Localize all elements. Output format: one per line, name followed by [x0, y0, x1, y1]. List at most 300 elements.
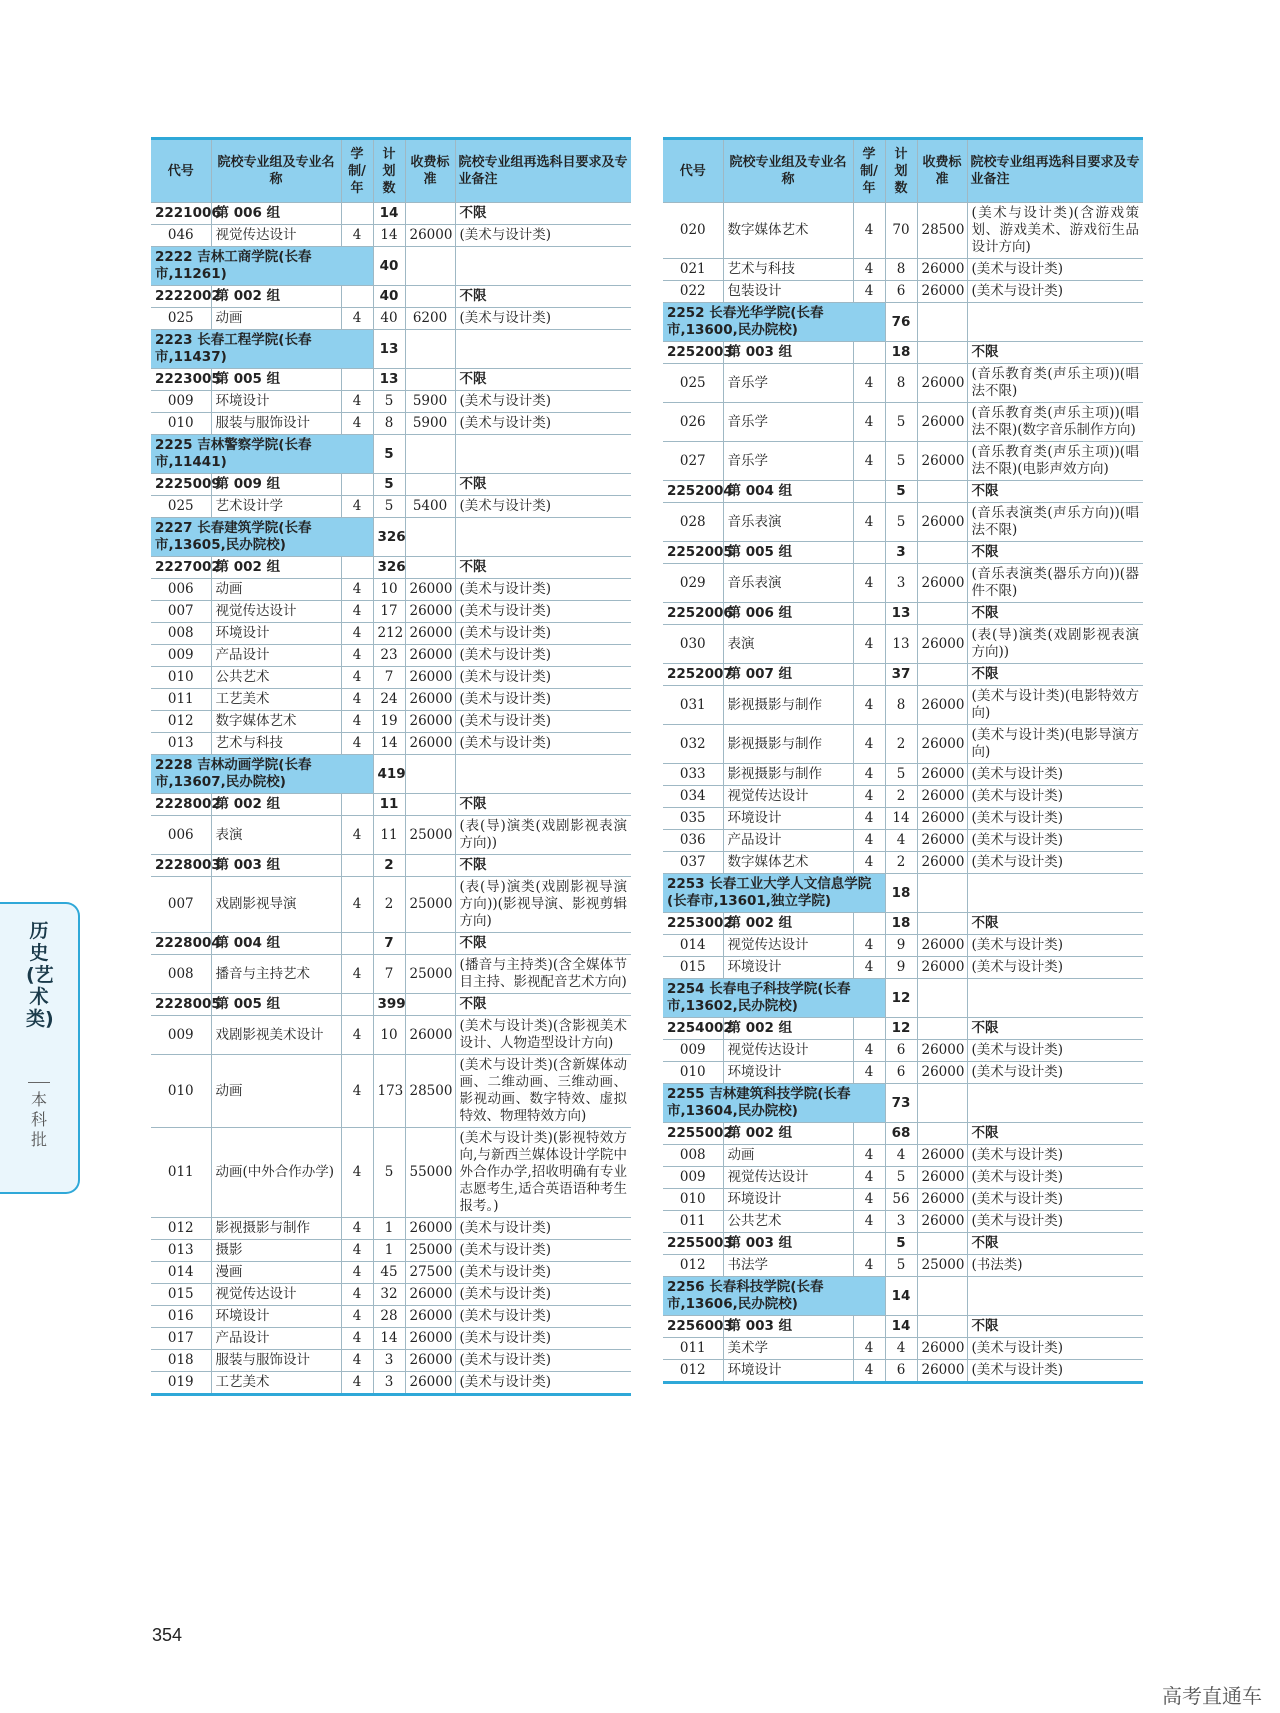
plan-count: 73	[885, 1084, 917, 1123]
plan-count: 14	[885, 1316, 917, 1338]
fee-cell	[405, 203, 455, 225]
group-code: 2256003	[663, 1316, 723, 1338]
group-row	[663, 603, 1143, 625]
requirement-text: 不限	[455, 286, 631, 308]
institution-name: 2256 长春科技学院(长春市,13606,民办院校)	[663, 1277, 885, 1316]
major-name: 环境设计	[211, 1306, 341, 1328]
plan-count: 3	[885, 564, 917, 603]
plan-count: 8	[885, 259, 917, 281]
group-code: 2221006	[151, 203, 211, 225]
plan-count: 7	[373, 933, 405, 955]
duration: 4	[341, 1284, 373, 1306]
major-name: 公共艺术	[723, 1211, 853, 1233]
fee-cell	[917, 1018, 967, 1040]
plan-count: 2	[885, 852, 917, 874]
duration-cell	[853, 1233, 885, 1255]
fee-cell	[405, 933, 455, 955]
group-row	[151, 855, 631, 877]
requirement-text: (美术与设计类)(电影导演方向)	[967, 725, 1143, 764]
requirement-text: (美术与设计类)	[455, 391, 631, 413]
requirement-text: (美术与设计类)	[455, 1218, 631, 1240]
requirement-text: 不限	[967, 1018, 1143, 1040]
major-code: 030	[663, 625, 723, 664]
tuition-fee: 26000	[405, 645, 455, 667]
group-row	[151, 794, 631, 816]
plan-count: 40	[373, 286, 405, 308]
header-requirements: 院校专业组再选科目要求及专业备注	[455, 139, 631, 203]
duration: 4	[341, 1350, 373, 1372]
header-plan: 计划数	[885, 139, 917, 203]
plan-count: 173	[373, 1055, 405, 1128]
plan-count: 9	[885, 935, 917, 957]
duration: 4	[853, 281, 885, 303]
group-code: 2252006	[663, 603, 723, 625]
table-body-right	[663, 203, 1143, 1383]
tuition-fee: 26000	[917, 364, 967, 403]
plan-count: 13	[885, 603, 917, 625]
group-code: 2228005	[151, 994, 211, 1016]
requirement-text: 不限	[967, 603, 1143, 625]
tuition-fee: 26000	[917, 808, 967, 830]
requirement-text: (美术与设计类)	[967, 830, 1143, 852]
major-row	[663, 625, 1143, 664]
header-name: 院校专业组及专业名称	[211, 139, 341, 203]
duration: 4	[341, 689, 373, 711]
requirement-text: (美术与设计类)	[967, 957, 1143, 979]
duration: 4	[853, 564, 885, 603]
requirement-text: (美术与设计类)	[455, 601, 631, 623]
major-code: 021	[663, 259, 723, 281]
duration: 4	[341, 1055, 373, 1128]
plan-count: 5	[373, 391, 405, 413]
major-row	[151, 1016, 631, 1055]
requirement-text: (美术与设计类)	[967, 1145, 1143, 1167]
group-code: 2255003	[663, 1233, 723, 1255]
group-name: 第 004 组	[723, 481, 853, 503]
duration-cell	[341, 557, 373, 579]
plan-count: 28	[373, 1306, 405, 1328]
duration-cell	[341, 794, 373, 816]
duration: 4	[341, 1240, 373, 1262]
plan-count: 8	[373, 413, 405, 435]
fee-cell	[405, 855, 455, 877]
major-code: 011	[663, 1211, 723, 1233]
tuition-fee: 26000	[917, 1189, 967, 1211]
duration: 4	[853, 764, 885, 786]
group-code: 2252007	[663, 664, 723, 686]
major-name: 表演	[211, 816, 341, 855]
fee-cell	[917, 542, 967, 564]
fee-cell	[405, 247, 455, 286]
major-row	[663, 364, 1143, 403]
duration: 4	[853, 1360, 885, 1383]
group-name: 第 002 组	[723, 913, 853, 935]
requirement-text: (美术与设计类)	[455, 1240, 631, 1262]
fee-cell	[405, 286, 455, 308]
institution-name: 2225 吉林警察学院(长春市,11441)	[151, 435, 373, 474]
major-row	[151, 413, 631, 435]
requirement-text: (美术与设计类)	[967, 1167, 1143, 1189]
group-code: 2252003	[663, 342, 723, 364]
group-name: 第 002 组	[211, 794, 341, 816]
requirement-text: (美术与设计类)	[967, 935, 1143, 957]
plan-count: 5	[885, 403, 917, 442]
tuition-fee: 26000	[405, 579, 455, 601]
group-name: 第 005 组	[211, 994, 341, 1016]
requirement-text: 不限	[967, 481, 1143, 503]
plan-count: 12	[885, 979, 917, 1018]
group-row	[663, 481, 1143, 503]
tuition-fee: 26000	[917, 935, 967, 957]
group-row	[663, 542, 1143, 564]
major-row	[663, 281, 1143, 303]
plan-count: 5	[885, 503, 917, 542]
plan-count: 12	[885, 1018, 917, 1040]
tuition-fee: 26000	[917, 786, 967, 808]
requirement-cell	[967, 1084, 1143, 1123]
major-code: 035	[663, 808, 723, 830]
group-name: 第 003 组	[723, 1316, 853, 1338]
group-row	[151, 994, 631, 1016]
major-code: 006	[151, 579, 211, 601]
major-code: 007	[151, 601, 211, 623]
duration: 4	[341, 877, 373, 933]
duration: 4	[341, 733, 373, 755]
major-code: 011	[151, 689, 211, 711]
duration: 4	[341, 413, 373, 435]
plan-count: 4	[885, 1338, 917, 1360]
plan-count: 326	[373, 557, 405, 579]
duration: 4	[341, 225, 373, 247]
tuition-fee: 26000	[405, 1328, 455, 1350]
plan-count: 2	[885, 725, 917, 764]
group-code: 2253002	[663, 913, 723, 935]
plan-count: 9	[885, 957, 917, 979]
major-name: 影视摄影与制作	[723, 725, 853, 764]
major-row	[663, 830, 1143, 852]
major-code: 026	[663, 403, 723, 442]
duration-cell	[853, 1316, 885, 1338]
institution-name: 2227 长春建筑学院(长春市,13605,民办院校)	[151, 518, 373, 557]
major-row	[663, 1062, 1143, 1084]
major-row	[663, 1211, 1143, 1233]
requirement-text: 不限	[967, 1123, 1143, 1145]
group-name: 第 005 组	[211, 369, 341, 391]
duration-cell	[853, 664, 885, 686]
fee-cell	[405, 474, 455, 496]
major-row	[663, 203, 1143, 259]
major-code: 012	[151, 1218, 211, 1240]
tuition-fee: 26000	[917, 725, 967, 764]
plan-count: 32	[373, 1284, 405, 1306]
major-name: 工艺美术	[211, 689, 341, 711]
group-row	[663, 1316, 1143, 1338]
duration: 4	[853, 1040, 885, 1062]
group-name: 第 003 组	[723, 1233, 853, 1255]
major-code: 017	[151, 1328, 211, 1350]
major-name: 表演	[723, 625, 853, 664]
major-code: 011	[663, 1338, 723, 1360]
requirement-text: (表(导)演类(戏剧影视导演方向))(影视导演、影视剪辑方向)	[455, 877, 631, 933]
major-code: 031	[663, 686, 723, 725]
group-name: 第 009 组	[211, 474, 341, 496]
fee-cell	[405, 330, 455, 369]
requirement-text: (美术与设计类)	[455, 579, 631, 601]
fee-cell	[917, 1233, 967, 1255]
major-row	[663, 725, 1143, 764]
requirement-text: (美术与设计类)	[967, 1360, 1143, 1383]
institution-row	[151, 330, 631, 369]
requirement-text: (美术与设计类)	[455, 1284, 631, 1306]
requirement-text: (美术与设计类)(含游戏策划、游戏美术、游戏衍生品设计方向)	[967, 203, 1143, 259]
plan-count: 5	[373, 1128, 405, 1218]
major-code: 022	[663, 281, 723, 303]
plan-count: 76	[885, 303, 917, 342]
major-row	[151, 496, 631, 518]
plan-count: 2	[373, 855, 405, 877]
table-body-left	[151, 203, 631, 1395]
plan-count: 399	[373, 994, 405, 1016]
plan-count: 45	[373, 1262, 405, 1284]
institution-row	[663, 874, 1143, 913]
major-row	[663, 1167, 1143, 1189]
major-code: 020	[663, 203, 723, 259]
tuition-fee: 26000	[917, 830, 967, 852]
requirement-cell	[455, 518, 631, 557]
plan-count: 10	[373, 1016, 405, 1055]
major-name: 戏剧影视美术设计	[211, 1016, 341, 1055]
major-name: 产品设计	[723, 830, 853, 852]
group-code: 2227002	[151, 557, 211, 579]
group-name: 第 003 组	[211, 855, 341, 877]
tuition-fee: 26000	[405, 667, 455, 689]
major-row	[151, 877, 631, 933]
group-name: 第 002 组	[211, 557, 341, 579]
requirement-text: (美术与设计类)	[967, 259, 1143, 281]
major-code: 009	[151, 645, 211, 667]
tuition-fee: 26000	[405, 689, 455, 711]
plan-count: 3	[885, 1211, 917, 1233]
side-tab-divider	[28, 1082, 50, 1083]
group-code: 2228004	[151, 933, 211, 955]
duration-cell	[853, 342, 885, 364]
major-row	[663, 1360, 1143, 1383]
major-code: 008	[663, 1145, 723, 1167]
tuition-fee: 5900	[405, 413, 455, 435]
tuition-fee: 25000	[405, 877, 455, 933]
major-code: 013	[151, 1240, 211, 1262]
tuition-fee: 5900	[405, 391, 455, 413]
duration: 4	[341, 391, 373, 413]
major-name: 音乐表演	[723, 503, 853, 542]
major-name: 艺术与科技	[723, 259, 853, 281]
duration: 4	[853, 442, 885, 481]
group-name: 第 004 组	[211, 933, 341, 955]
requirement-text: 不限	[455, 994, 631, 1016]
duration: 4	[341, 1262, 373, 1284]
major-row	[151, 1372, 631, 1395]
major-code: 025	[151, 308, 211, 330]
tuition-fee: 5400	[405, 496, 455, 518]
requirement-text: (美术与设计类)	[455, 667, 631, 689]
major-row	[663, 808, 1143, 830]
duration-cell	[341, 933, 373, 955]
duration-cell	[853, 603, 885, 625]
major-name: 视觉传达设计	[723, 1040, 853, 1062]
duration: 4	[341, 1128, 373, 1218]
major-name: 环境设计	[723, 1062, 853, 1084]
major-name: 视觉传达设计	[211, 601, 341, 623]
plan-count: 18	[885, 874, 917, 913]
plan-count: 6	[885, 1040, 917, 1062]
major-name: 工艺美术	[211, 1372, 341, 1395]
header-code: 代号	[663, 139, 723, 203]
plan-count: 7	[373, 955, 405, 994]
tuition-fee: 26000	[917, 686, 967, 725]
tuition-fee: 26000	[917, 564, 967, 603]
duration: 4	[341, 667, 373, 689]
major-name: 环境设计	[723, 808, 853, 830]
fee-cell	[917, 1084, 967, 1123]
duration: 4	[853, 786, 885, 808]
requirement-cell	[967, 874, 1143, 913]
requirement-text: (美术与设计类)	[455, 225, 631, 247]
plan-count: 4	[885, 1145, 917, 1167]
group-code: 2223005	[151, 369, 211, 391]
major-name: 动画	[211, 308, 341, 330]
fee-cell	[917, 913, 967, 935]
requirement-text: (美术与设计类)	[455, 1350, 631, 1372]
requirement-text: (美术与设计类)	[967, 764, 1143, 786]
major-row	[663, 1145, 1143, 1167]
tuition-fee: 26000	[405, 1016, 455, 1055]
fee-cell	[405, 794, 455, 816]
major-row	[663, 403, 1143, 442]
tuition-fee: 26000	[917, 403, 967, 442]
major-name: 影视摄影与制作	[723, 764, 853, 786]
major-name: 环境设计	[723, 1360, 853, 1383]
tuition-fee: 26000	[405, 711, 455, 733]
plan-count: 3	[885, 542, 917, 564]
institution-name: 2223 长春工程学院(长春市,11437)	[151, 330, 373, 369]
group-row	[151, 286, 631, 308]
tuition-fee: 26000	[405, 733, 455, 755]
side-tab-title: 历史(艺术类)	[26, 920, 54, 1030]
duration-cell	[341, 369, 373, 391]
duration: 4	[341, 1218, 373, 1240]
institution-row	[151, 435, 631, 474]
plan-count: 5	[373, 496, 405, 518]
requirement-text: (音乐教育类(声乐主项))(唱法不限)(数字音乐制作方向)	[967, 403, 1143, 442]
institution-name: 2222 吉林工商学院(长春市,11261)	[151, 247, 373, 286]
tuition-fee: 26000	[917, 442, 967, 481]
requirement-text: (美术与设计类)	[455, 645, 631, 667]
tuition-fee: 26000	[917, 625, 967, 664]
duration: 4	[853, 1167, 885, 1189]
requirement-cell	[967, 1277, 1143, 1316]
group-row	[151, 557, 631, 579]
requirement-text: (美术与设计类)	[967, 808, 1143, 830]
requirement-text: (美术与设计类)	[967, 1189, 1143, 1211]
duration: 4	[341, 645, 373, 667]
tuition-fee: 26000	[917, 1167, 967, 1189]
duration: 4	[853, 725, 885, 764]
major-name: 数字媒体艺术	[723, 203, 853, 259]
major-name: 环境设计	[723, 957, 853, 979]
requirement-text: (美术与设计类)	[455, 1306, 631, 1328]
requirement-text: (播音与主持类)(含全媒体节目主持、影视配音艺术方向)	[455, 955, 631, 994]
plan-count: 212	[373, 623, 405, 645]
requirement-text: 不限	[967, 664, 1143, 686]
major-row	[663, 1255, 1143, 1277]
major-code: 034	[663, 786, 723, 808]
fee-cell	[917, 979, 967, 1018]
major-code: 010	[151, 1055, 211, 1128]
major-name: 音乐学	[723, 364, 853, 403]
major-row	[151, 1262, 631, 1284]
group-row	[663, 1123, 1143, 1145]
major-name: 数字媒体艺术	[211, 711, 341, 733]
major-name: 音乐学	[723, 442, 853, 481]
major-row	[151, 733, 631, 755]
major-name: 动画	[723, 1145, 853, 1167]
requirement-cell	[455, 755, 631, 794]
major-code: 007	[151, 877, 211, 933]
major-code: 010	[151, 667, 211, 689]
plan-count: 5	[885, 1167, 917, 1189]
requirement-text: 不限	[455, 369, 631, 391]
major-row	[663, 686, 1143, 725]
major-row	[663, 442, 1143, 481]
requirement-text: (美术与设计类)	[455, 1328, 631, 1350]
fee-cell	[917, 1277, 967, 1316]
plan-count: 5	[885, 481, 917, 503]
fee-cell	[917, 481, 967, 503]
group-code: 2225009	[151, 474, 211, 496]
major-code: 032	[663, 725, 723, 764]
major-name: 视觉传达设计	[723, 935, 853, 957]
requirement-text: 不限	[967, 1316, 1143, 1338]
major-name: 环境设计	[723, 1189, 853, 1211]
duration: 4	[853, 686, 885, 725]
fee-cell	[917, 303, 967, 342]
plan-count: 24	[373, 689, 405, 711]
plan-count: 37	[885, 664, 917, 686]
tuition-fee: 28500	[405, 1055, 455, 1128]
duration: 4	[853, 1338, 885, 1360]
header-code: 代号	[151, 139, 211, 203]
tuition-fee: 26000	[917, 1145, 967, 1167]
major-name: 动画(中外合作办学)	[211, 1128, 341, 1218]
plan-count: 5	[373, 474, 405, 496]
requirement-text: (美术与设计类)	[455, 1372, 631, 1395]
group-row	[663, 1018, 1143, 1040]
major-code: 018	[151, 1350, 211, 1372]
institution-name: 2254 长春电子科技学院(长春市,13602,民办院校)	[663, 979, 885, 1018]
plan-count: 3	[373, 1372, 405, 1395]
requirement-text: (美术与设计类)	[967, 1040, 1143, 1062]
group-name: 第 002 组	[723, 1123, 853, 1145]
major-row	[663, 503, 1143, 542]
major-row	[663, 564, 1143, 603]
major-row	[151, 1218, 631, 1240]
major-code: 029	[663, 564, 723, 603]
major-name: 视觉传达设计	[723, 1167, 853, 1189]
major-row	[151, 1306, 631, 1328]
duration-cell	[341, 474, 373, 496]
major-row	[151, 667, 631, 689]
requirement-text: (音乐表演类(声乐方向))(唱法不限)	[967, 503, 1143, 542]
